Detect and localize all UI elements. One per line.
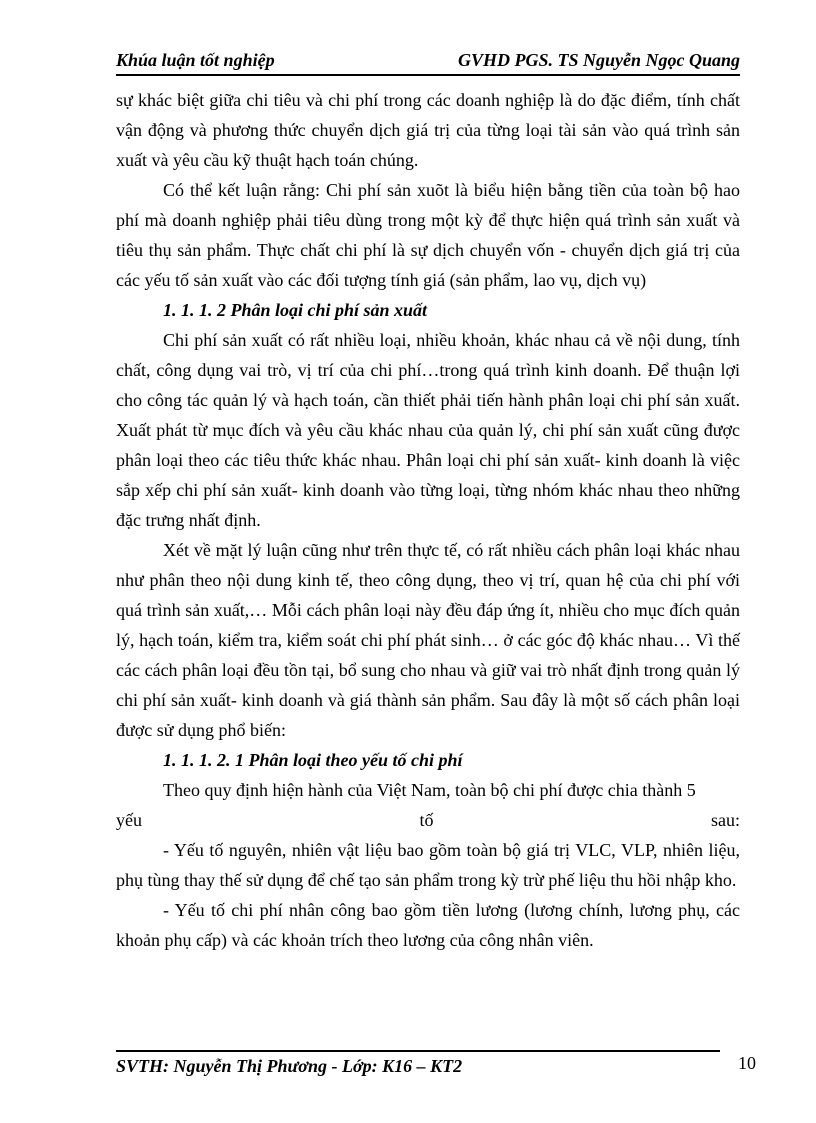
list-item-labor: - Yếu tố chi phí nhân công bao gồm tiền lương (lương chính, lương phụ, các khoản phụ cấp) và các khoản trích theo lương của công nhân viên. <box>116 900 740 950</box>
page-number: 10 <box>738 1053 756 1073</box>
list-item-materials: - Yếu tố nguyên, nhiên vật liệu bao gồm toàn bộ giá trị VLC, VLP, nhiên liệu, phụ tùng thay thế sử dụng để chế tạo sản phẩm trong kỳ trừ phế liệu thu hồi nhập kho. <box>116 840 740 890</box>
footer-divider <box>116 1050 720 1052</box>
paragraph-3: Chi phí sản xuất có rất nhiều loại, nhiều khoản, khác nhau cả về nội dung, tính chất, công dụng vai trò, vị trí của chi phí…trong quá trình kinh doanh. Để thuận lợi cho công tác quản lý và hạch toán, cần thiết phải tiến hành phân loại chi phí sản xuất. Xuất phát từ mục đích và yêu cầu khác nhau của quản lý, chi phí sản xuất cũng được phân loại theo các tiêu thức khác nhau. Phân loại chi phí sản xuất- kinh doanh là việc sắp xếp chi phí sản xuất- kinh doanh vào từng loại, từng nhóm khác nhau theo những đặc trưng nhất định. <box>116 330 740 530</box>
paragraph-5-last-line <box>116 805 740 835</box>
section-heading-1-1-1-2: 1. 1. 1. 2 Phân loại chi phí sản xuất <box>163 300 428 320</box>
footer-student-info: SVTH: Nguyễn Thị Phương - Lớp: K16 – KT2 <box>116 1056 463 1076</box>
paragraph-2: Có thể kết luận rằng: Chi phí sản xuõt là biểu hiện bằng tiền của toàn bộ hao phí mà doanh nghiệp phải tiêu dùng trong một kỳ để thực hiện quá trình sản xuất và tiêu thụ sản phẩm. Thực chất chi phí là sự dịch chuyển vốn - chuyển dịch giá trị của các yếu tố sản xuất vào các đối tượng tính giá (sản phẩm, lao vụ, dịch vụ) <box>116 180 740 290</box>
page-header <box>116 50 740 76</box>
spread-word-1: yếu <box>116 810 142 830</box>
spread-word-3: sau: <box>710 810 740 830</box>
section-heading-1-1-1-2-1: 1. 1. 1. 2. 1 Phân loại theo yếu tố chi phí <box>163 750 463 770</box>
paragraph-4: Xét về mặt lý luận cũng như trên thực tế, có rất nhiều cách phân loại khác nhau như phân theo nội dung kinh tế, theo công dụng, theo vị trí, quan hệ của chi phí với quá trình sản xuất,… Mỗi cách phân loại này đều đáp ứng ít, nhiều cho mục đích quản lý, hạch toán, kiểm tra, kiểm soát chi phí phát sinh… ở các góc độ khác nhau… Vì thế các cách phân loại đều tồn tại, bổ sung cho nhau và giữ vai trò nhất định trong quản lý chi phí sản xuất- kinh doanh và giá thành sản phẩm. Sau đây là một số cách phân loại được sử dụng phổ biến: <box>116 540 740 740</box>
document-body <box>116 85 740 955</box>
header-thesis-title: Khúa luận tốt nghiệp <box>116 50 275 70</box>
spread-word-2: tố <box>419 810 434 830</box>
paragraph-1: sự khác biệt giữa chi tiêu và chi phí trong các doanh nghiệp là do đặc điểm, tính chất vận động và phương thức chuyển dịch giá trị của từng loại tài sản vào quá trình sản xuất và yêu cầu kỹ thuật hạch toán chúng. <box>116 90 740 170</box>
paragraph-5: Theo quy định hiện hành của Việt Nam, toàn bộ chi phí được chia thành 5 <box>163 780 696 800</box>
header-divider <box>116 74 740 76</box>
header-advisor: GVHD PGS. TS Nguyễn Ngọc Quang <box>457 50 740 70</box>
